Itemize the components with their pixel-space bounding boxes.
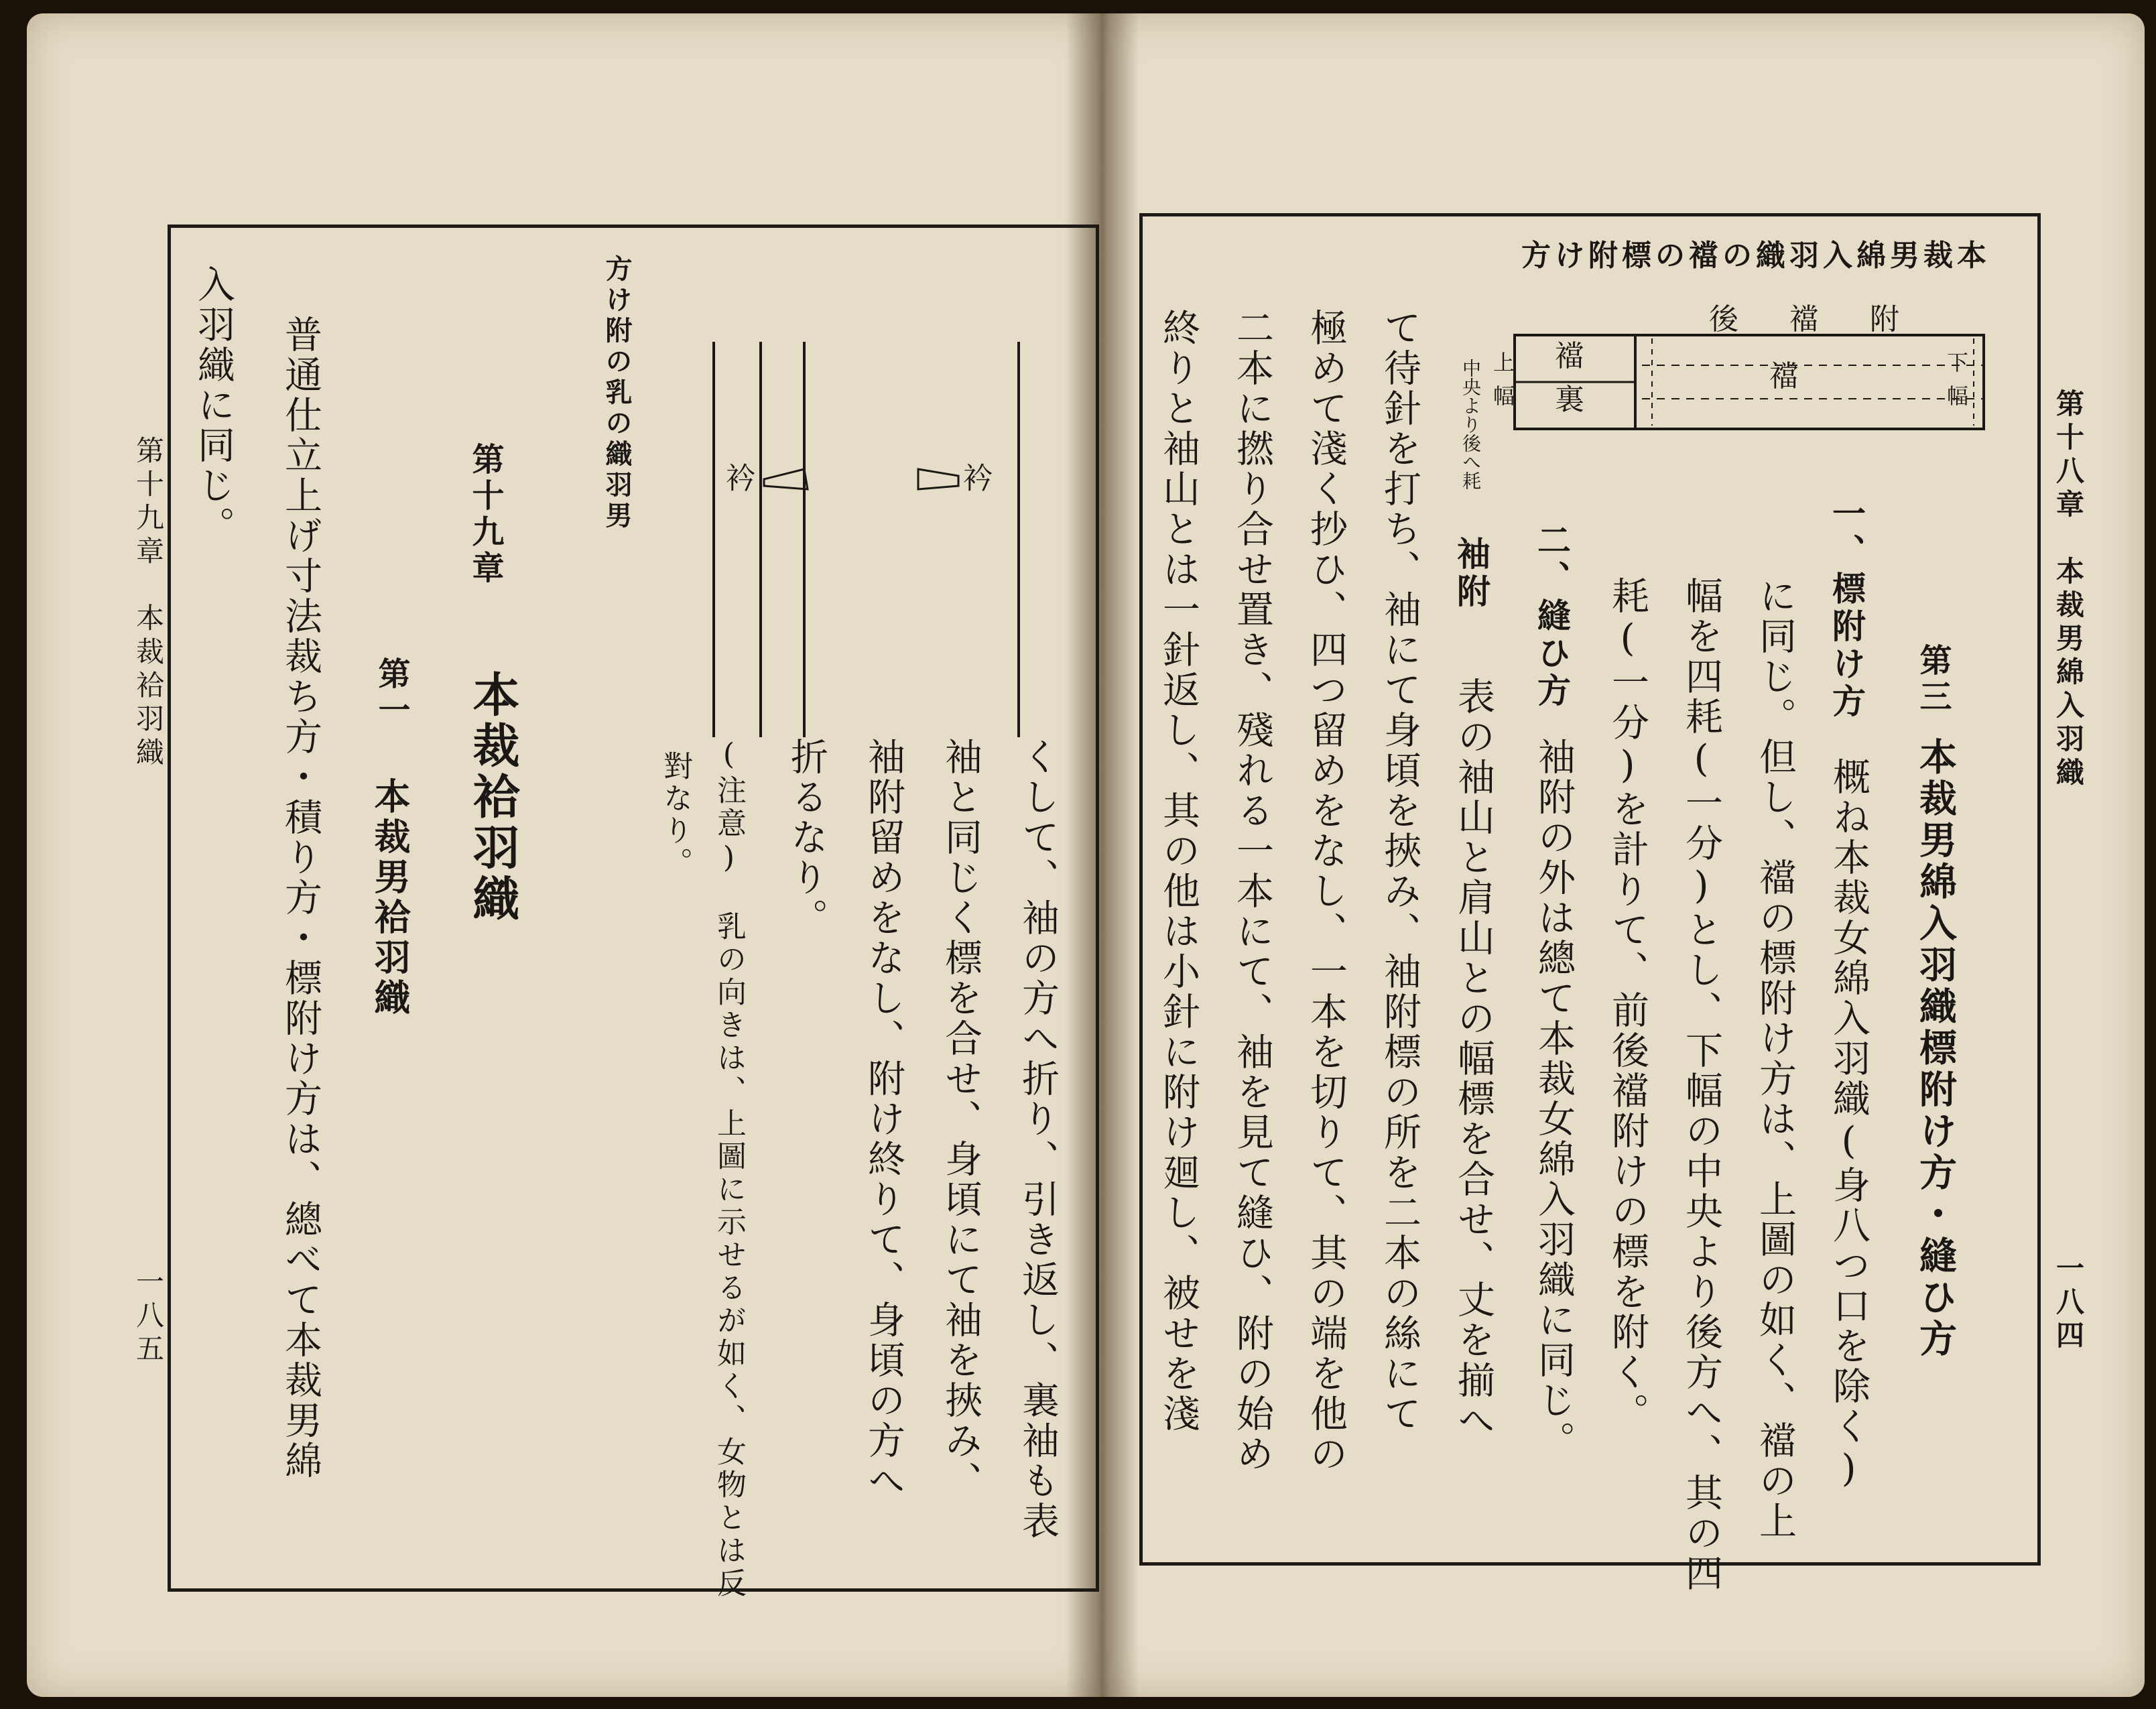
right-running-header: 第十八章 本裁男綿入羽織 bbox=[2052, 389, 2085, 791]
machi-side-bottom-label: 幅 bbox=[1493, 383, 1515, 409]
right-col-5-head: 二、縫ひ方 bbox=[1532, 523, 1572, 710]
note-line-2: (注意) 乳の向きは、上圖に示せるが如く、女物とは反 bbox=[712, 737, 746, 1600]
note-line-1: 對なり。 bbox=[658, 751, 692, 879]
section-title: 本裁男袷羽織 bbox=[369, 777, 411, 1019]
right-collar-label: 衿 bbox=[958, 462, 992, 492]
haori-chi-diagram bbox=[690, 335, 1066, 751]
right-col-9: 二本に撚り合せ置き、殘れる一本にて、袖を見て縫ひ、附の始め bbox=[1230, 308, 1274, 1474]
left-cont-4: くして、袖の方へ折り、引き返し、裏袖も表 bbox=[1016, 737, 1060, 1541]
right-col-8: 極めて淺く抄ひ、四つ留めをなし、一本を切りて、其の端を他の bbox=[1304, 308, 1348, 1474]
machi-middle-label: 襠 bbox=[1769, 359, 1799, 393]
right-col-5-text: 袖附の外は總て本裁女綿入羽織に同じ。 bbox=[1532, 737, 1576, 1461]
machi-right-bottom-label: 幅 bbox=[1947, 383, 1969, 409]
left-running-header: 第十九章 本裁袷羽織 bbox=[132, 436, 165, 771]
right-col-1-text: 概ね本裁女綿入羽織(身八つ口を除く) bbox=[1827, 757, 1870, 1493]
right-col-1-head: 一、標附け方 bbox=[1827, 496, 1866, 721]
section-label: 第一 bbox=[373, 657, 410, 729]
machi-upper-left-label: 襠 bbox=[1555, 339, 1584, 373]
right-col-6-text: 表の袖山と肩山との幅標を合せ、丈を揃へ bbox=[1452, 677, 1495, 1441]
left-diagram-title: 方け附の乳の織羽男 bbox=[601, 255, 633, 532]
right-section-title: 本裁男綿入羽織標附け方・縫ひ方 bbox=[1913, 737, 1958, 1360]
right-col-10: 終りと袖山とは一針返し、其の他は小針に附け廻し、被せを淺 bbox=[1157, 308, 1200, 1434]
chapter-title: 本裁袷羽織 bbox=[465, 670, 521, 925]
left-col-2: 普通仕立上げ寸法裁ち方・積り方・標附け方は、總べて本裁男綿 bbox=[279, 315, 322, 1481]
machi-lower-left-label: 裏 bbox=[1555, 383, 1584, 417]
left-collar-label: 衿 bbox=[720, 462, 755, 492]
machi-side-top-label: 上 bbox=[1493, 350, 1515, 375]
right-diagram-title: 方け附標の襠の織羽入綿男裁本 bbox=[1521, 239, 1990, 273]
right-col-2: に同じ。但し、襠の標附け方は、上圖の如く、襠の上 bbox=[1753, 576, 1797, 1541]
right-col-7: て待針を打ち、袖にて身頃を挾み、袖附標の所を二本の絲にて bbox=[1378, 308, 1421, 1434]
right-col-6-head: 袖附 bbox=[1452, 536, 1491, 611]
left-cont-2: 袖附留めをなし、附け終りて、身頃の方へ bbox=[862, 737, 905, 1501]
left-page-number: 一八五 bbox=[132, 1267, 165, 1367]
machi-top-label: 後 襠 附 bbox=[1709, 302, 1910, 336]
right-section-label: 第三 bbox=[1914, 643, 1952, 716]
right-page-number: 一八四 bbox=[2052, 1253, 2085, 1354]
left-col-1: 入羽織に同じ。 bbox=[192, 265, 235, 546]
right-col-3: 幅を四耗(一分)とし、下幅の中央より後方へ、其の四 bbox=[1679, 576, 1723, 1594]
right-col-4: 耗(一分)を計りて、前後襠附けの標を附く。 bbox=[1606, 576, 1649, 1433]
machi-right-top-label: 下 bbox=[1947, 350, 1969, 375]
chapter-label: 第十九章 bbox=[466, 442, 504, 587]
left-cont-3: 袖と同じく標を合せ、身頃にて袖を挾み、 bbox=[939, 737, 982, 1501]
machi-center-note: 中央より後へ耗 bbox=[1460, 359, 1482, 490]
left-cont-1: 折るなり。 bbox=[785, 737, 828, 938]
